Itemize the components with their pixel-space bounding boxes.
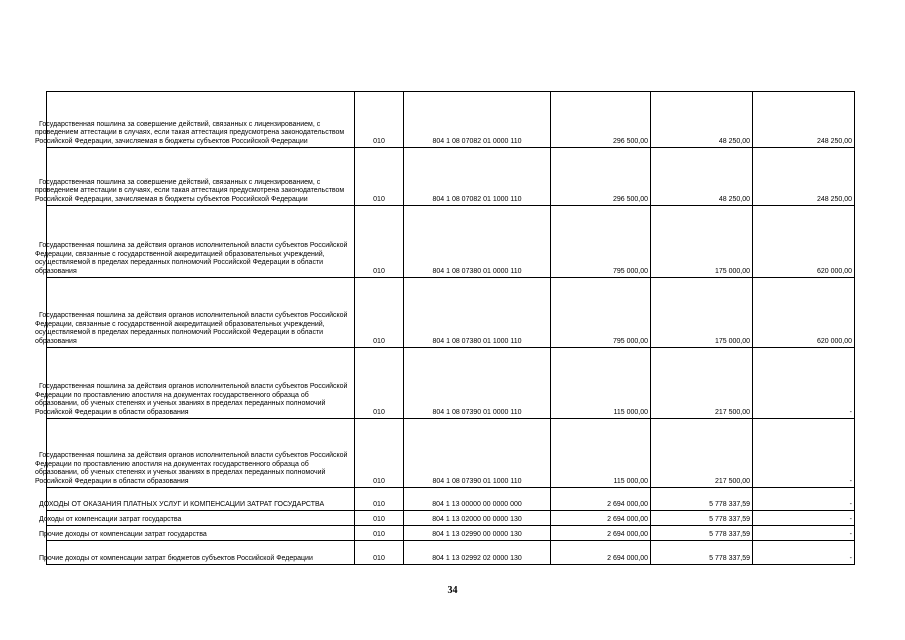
row-name-text: Прочие доходы от компенсации затрат бюджетов субъектов Российской Федерации [39,554,313,562]
row-kbk: 804 1 08 07082 01 1000 110 [404,148,551,206]
row-executed: 48 250,00 [651,148,753,206]
row-executed: 217 500,00 [651,419,753,488]
row-executed: 5 778 337,59 [651,511,753,526]
row-planned: 115 000,00 [551,419,651,488]
row-remaining: 620 000,00 [753,278,855,348]
row-name-text: Государственная пошлина за действия органов исполнительной власти субъектов Российской Федерации по проставлению апостиля на документах государственного образца об образовании, об ученых степенях и ученых званиях в пределах переданных полномочий Российской Федерации в области образования [35,452,348,485]
row-kbk: 804 1 13 00000 00 0000 000 [404,488,551,511]
row-code: 010 [355,511,404,526]
revenue-table [35,91,855,565]
row-executed: 175 000,00 [651,206,753,278]
row-name [35,92,355,148]
row-kbk: 804 1 13 02000 00 0000 130 [404,511,551,526]
row-code: 010 [355,206,404,278]
row-name [35,278,355,348]
row-remaining: - [753,419,855,488]
table-row [47,488,855,511]
page-number: 34 [447,585,458,596]
table-row [47,348,855,419]
table-row [47,541,855,565]
row-name [35,206,355,278]
table-row [47,148,855,206]
row-remaining: - [753,541,855,565]
row-executed: 5 778 337,59 [651,541,753,565]
row-code: 010 [355,92,404,148]
row-name [39,526,355,541]
row-planned: 2 694 000,00 [551,488,651,511]
table-row [47,206,855,278]
row-code: 010 [355,541,404,565]
row-remaining: 620 000,00 [753,206,855,278]
row-name [35,348,355,419]
row-planned: 795 000,00 [551,206,651,278]
row-name-text: ДОХОДЫ ОТ ОКАЗАНИЯ ПЛАТНЫХ УСЛУГ И КОМПЕНСАЦИИ ЗАТРАТ ГОСУДАРСТВА [39,500,325,508]
row-name [39,541,355,565]
row-code: 010 [355,148,404,206]
row-kbk: 804 1 08 07390 01 1000 110 [404,419,551,488]
row-name-text: Государственная пошлина за действия органов исполнительной власти субъектов Российской Федерации, связанные с государственной аккредитацией образовательных учреждений, осуществляемой в пределах переданных полномочий Российской Федерации в области образования [35,242,348,275]
row-kbk: 804 1 08 07380 01 1000 110 [404,278,551,348]
table-row [47,511,855,526]
row-remaining: - [753,511,855,526]
row-executed: 5 778 337,59 [651,488,753,511]
row-remaining: 248 250,00 [753,92,855,148]
row-executed: 48 250,00 [651,92,753,148]
row-code: 010 [355,488,404,511]
table-row [47,526,855,541]
row-remaining: - [753,488,855,511]
row-code: 010 [355,278,404,348]
row-code: 010 [355,526,404,541]
row-kbk: 804 1 08 07082 01 0000 110 [404,92,551,148]
row-name-text: Государственная пошлина за действия органов исполнительной власти субъектов Российской Федерации, связанные с государственной аккредитацией образовательных учреждений, осуществляемой в пределах переданных полномочий Российской Федерации в области образования [35,312,348,345]
row-planned: 795 000,00 [551,278,651,348]
row-name-text: Государственная пошлина за совершение действий, связанных с лицензированием, с проведением аттестации в случаях, если такая аттестация предусмотрена законодательством Российской Федерации, зачисляемая в бюджеты субъектов Российской Федерации [35,120,345,145]
row-name [39,488,355,511]
row-planned: 296 500,00 [551,148,651,206]
row-name-text: Прочие доходы от компенсации затрат государства [39,530,207,538]
table-row [47,419,855,488]
row-planned: 2 694 000,00 [551,526,651,541]
row-name-text: Доходы от компенсации затрат государства [39,515,182,523]
row-code: 010 [355,419,404,488]
row-remaining: - [753,526,855,541]
row-planned: 115 000,00 [551,348,651,419]
row-kbk: 804 1 13 02992 02 0000 130 [404,541,551,565]
row-executed: 175 000,00 [651,278,753,348]
row-name [35,148,355,206]
row-executed: 217 500,00 [651,348,753,419]
row-code: 010 [355,348,404,419]
table-row [47,92,855,148]
row-remaining: - [753,348,855,419]
row-kbk: 804 1 08 07380 01 0000 110 [404,206,551,278]
row-planned: 2 694 000,00 [551,511,651,526]
row-name [35,419,355,488]
table-row [47,278,855,348]
row-kbk: 804 1 08 07390 01 0000 110 [404,348,551,419]
row-name-text: Государственная пошлина за действия органов исполнительной власти субъектов Российской Федерации по проставлению апостиля на документах государственного образца об образовании, об ученых степенях и ученых званиях в пределах переданных полномочий Российской Федерации в области образования [35,383,348,416]
row-name-text: Государственная пошлина за совершение действий, связанных с лицензированием, с проведением аттестации в случаях, если такая аттестация предусмотрена законодательством Российской Федерации, зачисляемая в бюджеты субъектов Российской Федерации [35,178,345,203]
row-planned: 296 500,00 [551,92,651,148]
row-kbk: 804 1 13 02990 00 0000 130 [404,526,551,541]
row-planned: 2 694 000,00 [551,541,651,565]
row-executed: 5 778 337,59 [651,526,753,541]
row-name [39,511,355,526]
row-remaining: 248 250,00 [753,148,855,206]
